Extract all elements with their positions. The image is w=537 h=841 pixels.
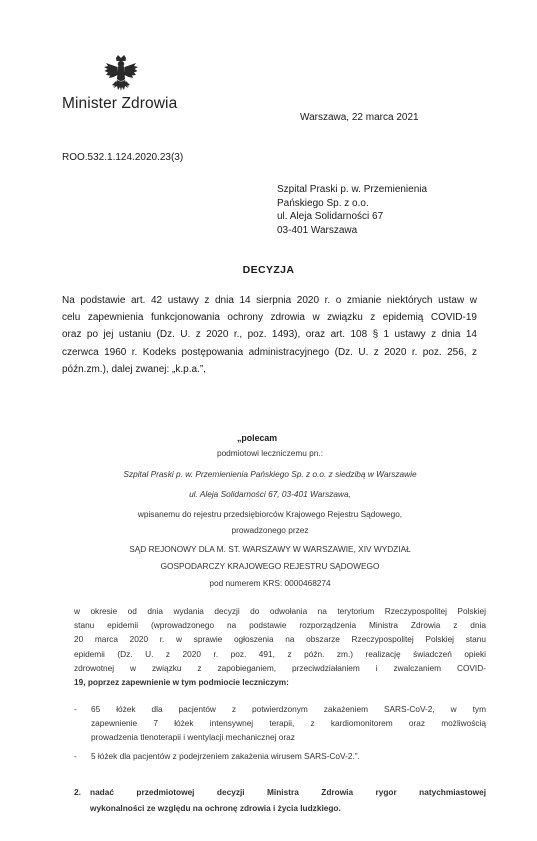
paragraph-line: celu zapewnienia funkcjonowania ochrony zdrowia w związku z epidemią COVID-19 — [62, 312, 477, 324]
list-item-line: prowadzenia tlenoterapii i wentylacji mechanicznej oraz — [91, 732, 295, 743]
legal-basis-paragraph — [62, 292, 477, 378]
bed-allocation-list — [74, 702, 486, 767]
paragraph-line: 19, poprzez zapewnienie w tym podmiocie leczniczym: — [74, 677, 289, 688]
addressee-line: 03-401 Warszawa — [277, 224, 358, 236]
paragraph-line: czerwca 1960 r. Kodeks postępowania administracyjnego (Dz. U. z 2020 r. poz. 256, z — [62, 346, 477, 358]
paragraph-line: późn.zm.), dalej zwanej: „k.p.a.”, — [62, 363, 206, 375]
polish-eagle-emblem-icon — [103, 55, 139, 99]
addressee-line: Pańskiego Sp. z o.o. — [277, 197, 369, 209]
point-line: wykonalności ze względu na ochronę zdrowia i życia ludzkiego. — [90, 802, 341, 813]
paragraph-line: 20 marca 2020 r. w sprawie ogłoszenia na obszarze Rzeczypospolitej Polskiej stanu — [74, 634, 486, 645]
entity-address: ul. Aleja Solidarności 67, 03-401 Warszawa, — [189, 489, 351, 499]
list-item — [74, 702, 486, 745]
paragraph-line: w okresie od dnia wydania decyzji do odwołania na terytorium Rzeczypospolitej Polskiej — [74, 606, 486, 616]
order-keyword: „polecam — [237, 433, 278, 443]
paragraph-line: oraz po jej ustaniu (Dz. U. z 2020 r., poz. 1493), oraz art. 108 § 1 ustawy z dnia 14 — [62, 329, 477, 341]
court-line: GOSPODARCZY KRAJOWEGO REJESTRU SĄDOWEGO — [160, 561, 380, 571]
paragraph-line: epidemii (Dz. U. z 2020 r. poz. 491, z późn. zm.) realizację świadczeń opieki — [74, 648, 486, 659]
bullet-dash: - — [74, 750, 77, 761]
ministry-name: Minister Zdrowia — [62, 95, 178, 112]
list-item — [74, 749, 486, 763]
krs-number: pod numerem KRS: 0000468274 — [209, 578, 331, 588]
point-line: nadać przedmiotowej decyzji Ministra Zdrowia rygor natychmiastowej — [90, 787, 486, 797]
registry-line: wpisanemu do rejestru przedsiębiorców Krajowego Rejestru Sądowego, — [137, 509, 403, 519]
enforcement-point — [74, 785, 486, 816]
entity-name: Szpital Praski p. w. Przemienienia Pańskiego Sp. z o.o. z siedzibą w Warszawie — [123, 469, 417, 479]
list-item-line: zapewnienie 7 łóżek intensywnej terapii, z kardiomonitorem oraz możliwością — [91, 718, 486, 729]
entity-intro: podmiotowi leczniczemu pn.: — [216, 448, 324, 458]
list-item-line: 65 łóżek dla pacjentów z potwierdzonym zakażeniem SARS-CoV-2, w tym — [91, 704, 486, 714]
addressee-block — [277, 183, 427, 237]
place-date: Warszawa, 22 marca 2021 — [300, 112, 419, 123]
point-number: 2. — [74, 787, 81, 797]
list-item-line: 5 łóżek dla pacjentów z podejrzeniem zakażenia wirusem SARS-CoV-2.”. — [91, 750, 360, 761]
court-line: SĄD REJONOWY DLA M. ST. WARSZAWY W WARSZAWIE, XIV WYDZIAŁ — [129, 544, 411, 554]
order-scope-paragraph — [74, 604, 486, 689]
case-reference-number: ROO.532.1.124.2020.23(3) — [62, 152, 184, 163]
paragraph-line: zdrowotnej w związku z zapobieganiem, przeciwdziałaniem i zwalczaniem COVID- — [74, 662, 486, 673]
bullet-dash: - — [74, 704, 77, 714]
paragraph-line: Na podstawie art. 42 ustawy z dnia 14 sierpnia 2020 r. o zmianie niektórych ustaw w — [62, 295, 477, 306]
registry-line: prowadzonego przez — [231, 525, 309, 535]
addressee-line: Szpital Praski p. w. Przemienienia — [277, 184, 428, 195]
paragraph-line: stanu epidemii (wprowadzonego na podstawie rozporządzenia Ministra Zdrowia z dnia — [74, 620, 486, 631]
addressee-line: ul. Aleja Solidarności 67 — [277, 211, 384, 222]
document-title: DECYZJA — [242, 264, 295, 276]
